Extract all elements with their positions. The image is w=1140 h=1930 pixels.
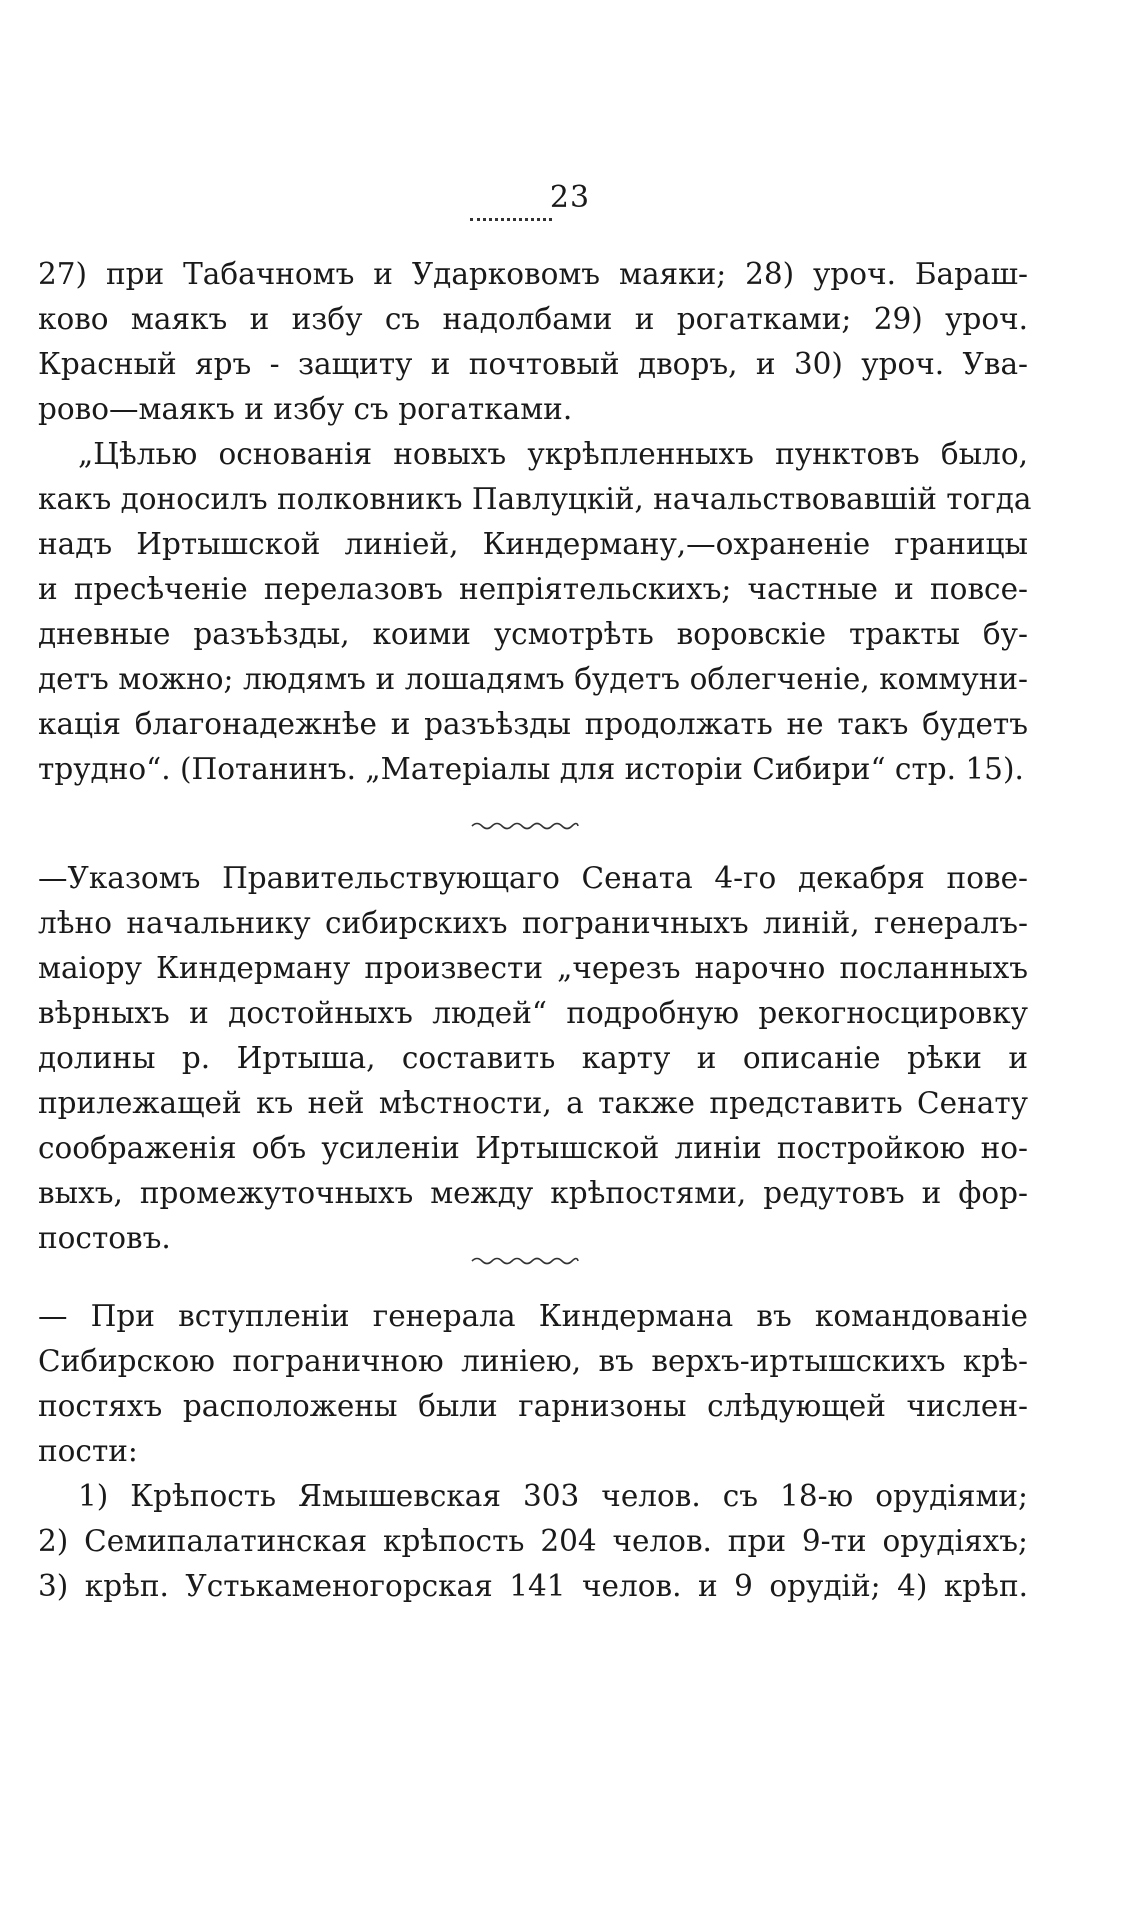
wavy-divider bbox=[470, 820, 580, 832]
text-line: рово—маякъ и избу съ рогатками. bbox=[38, 392, 573, 426]
text-line: какъ доносилъ полковникъ Павлуцкій, начальствовавшій тогда bbox=[38, 482, 1032, 516]
text-line: кація благонадежнѣе и разъѣзды продолжать не такъ будетъ bbox=[38, 707, 1028, 741]
text-line: прилежащей къ ней мѣстности, а также представить Сенату bbox=[38, 1086, 1028, 1120]
text-line: пости: bbox=[38, 1434, 138, 1468]
wavy-divider bbox=[470, 1255, 580, 1267]
text-line: ково маякъ и избу съ надолбами и рогатками; 29) уроч. bbox=[38, 302, 1028, 336]
text-line: —Указомъ Правительствующаго Сената 4-го декабря пове- bbox=[38, 861, 1028, 895]
text-line: долины р. Иртыша, составить карту и описаніе рѣки и bbox=[38, 1041, 1028, 1075]
paragraph-1 bbox=[38, 252, 1028, 432]
text-line: трудно“. (Потанинъ. „Матеріалы для исторіи Сибири“ стр. 15). bbox=[38, 752, 1024, 786]
text-line: 1) Крѣпость Ямышевская 303 челов. съ 18-ю орудіями; bbox=[78, 1479, 1028, 1513]
text-line: соображенія объ усиленіи Иртышской линіи постройкою но- bbox=[38, 1131, 1028, 1165]
page-number-dotted-rule bbox=[470, 218, 552, 221]
paragraph-4 bbox=[38, 1294, 1028, 1474]
text-line: лѣно начальнику сибирскихъ пограничныхъ линій, генералъ- bbox=[38, 906, 1028, 940]
text-line: выхъ, промежуточныхъ между крѣпостями, редутовъ и фор- bbox=[38, 1176, 1028, 1210]
text-line: постяхъ расположены были гарнизоны слѣдующей числен- bbox=[38, 1389, 1028, 1423]
text-line: 2) Семипалатинская крѣпость 204 челов. при 9-ти орудіяхъ; bbox=[38, 1524, 1028, 1558]
text-line: Сибирскою пограничною линіею, въ верхъ-иртышскихъ крѣ- bbox=[38, 1344, 1028, 1378]
paragraph-2 bbox=[38, 432, 1032, 792]
text-line: — При вступленіи генерала Киндермана въ командованіе bbox=[38, 1299, 1028, 1333]
text-line: и пресѣченіе перелазовъ непріятельскихъ; частные и повсе- bbox=[38, 572, 1028, 606]
text-line: постовъ. bbox=[38, 1221, 171, 1255]
text-line: 27) при Табачномъ и Ударковомъ маяки; 28) уроч. Барaш- bbox=[38, 257, 1028, 291]
text-line: 3) крѣп. Устькаменогорская 141 челов. и 9 орудій; 4) крѣп. bbox=[38, 1569, 1028, 1603]
text-line: вѣрныхъ и достойныхъ людей“ подробную рекогносцировку bbox=[38, 996, 1028, 1030]
paragraph-5 bbox=[38, 1474, 1028, 1609]
text-line: Красный яръ - защиту и почтовый дворъ, и 30) уроч. Ува- bbox=[38, 347, 1028, 381]
text-line: маіору Киндерману произвести „черезъ нарочно посланныхъ bbox=[38, 951, 1028, 985]
text-line: надъ Иртышской линіей, Киндерману,—охраненіе границы bbox=[38, 527, 1028, 561]
text-line: дневные разъѣзды, коими усмотрѣть воровскіе тракты бу- bbox=[38, 617, 1028, 651]
text-line: детъ можно; людямъ и лошадямъ будетъ облегченіе, коммуни- bbox=[38, 662, 1028, 696]
paragraph-3 bbox=[38, 856, 1028, 1261]
page-number: 23 bbox=[549, 180, 591, 215]
text-line: „Цѣлью основанія новыхъ укрѣпленныхъ пунктовъ было, bbox=[78, 437, 1028, 471]
